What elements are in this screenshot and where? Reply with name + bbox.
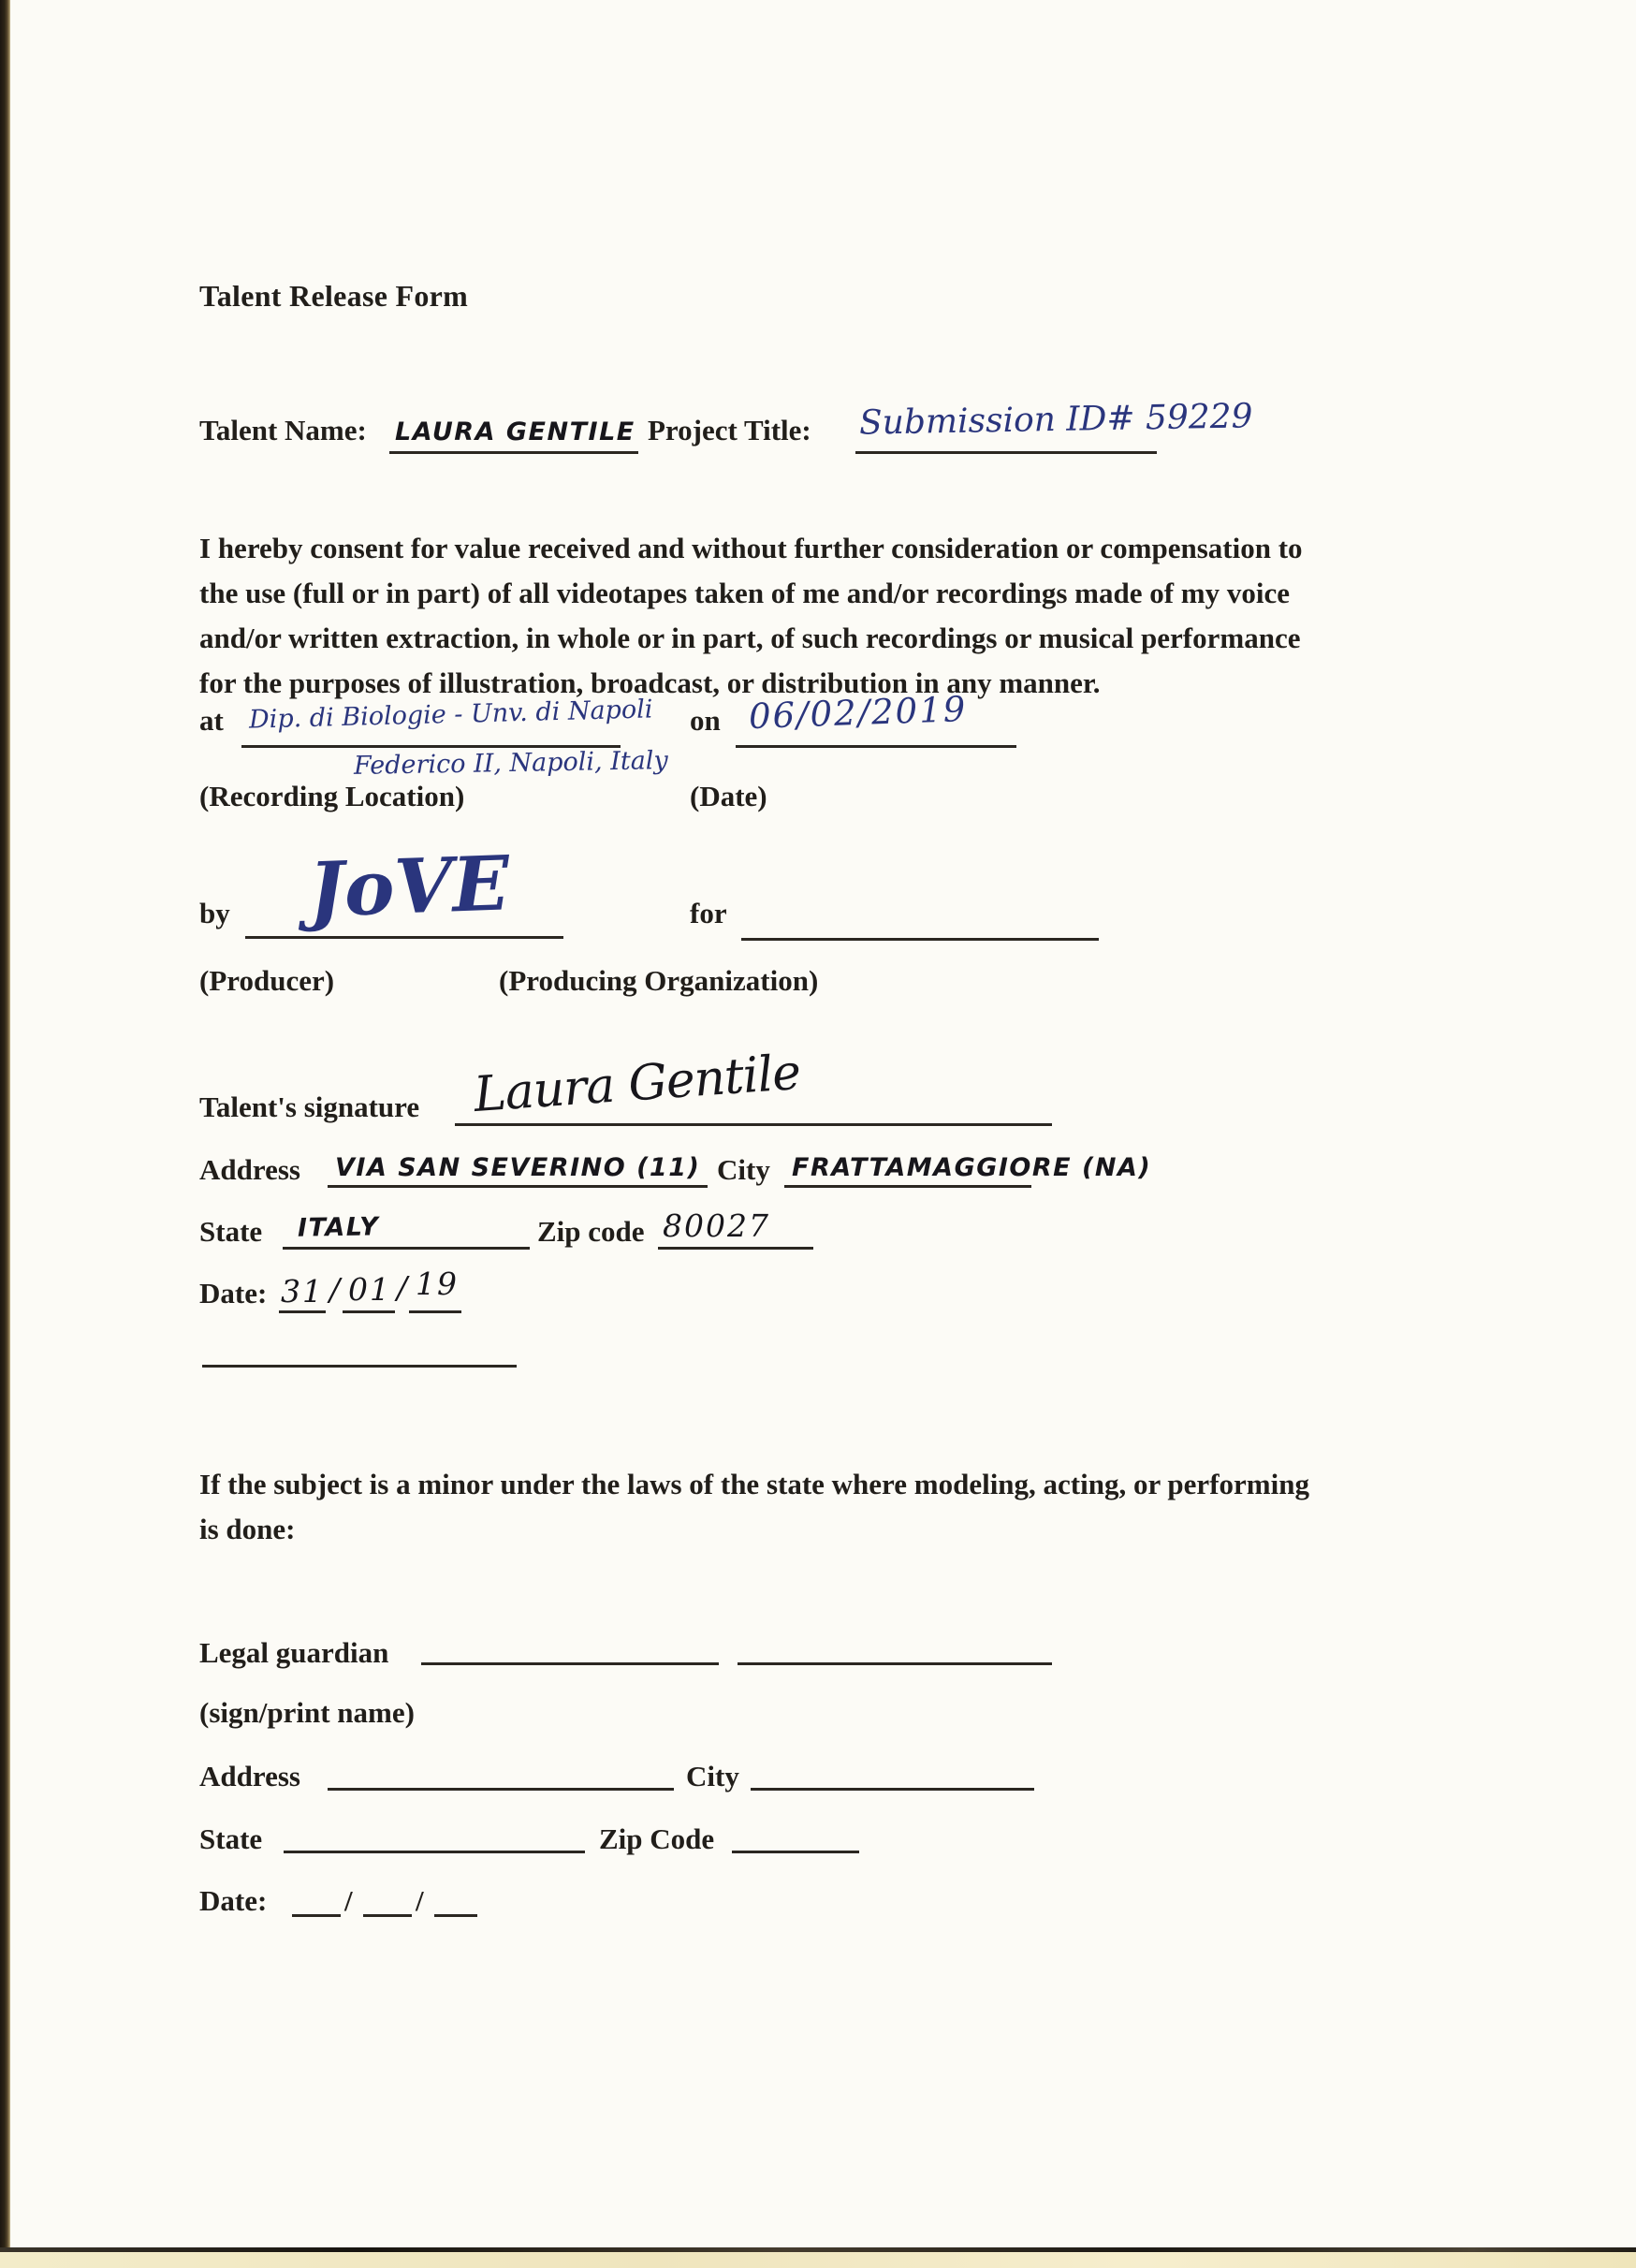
guardian-date-slash-2: / [416, 1884, 424, 1917]
producer-value: JoVE [307, 839, 511, 934]
signature-label: Talent's signature [199, 1090, 420, 1123]
guardian-date-year-line [434, 1880, 477, 1917]
zip-label: Zip code [537, 1215, 645, 1248]
blank-line [202, 1340, 517, 1368]
city-value: FRATTAMAGGIORE (NA) [792, 1153, 1152, 1182]
producing-org-caption: (Producing Organization) [499, 964, 819, 997]
guardian-zip-line [732, 1817, 859, 1853]
guardian-address-label: Address [199, 1760, 300, 1792]
guardian-city-line [751, 1754, 1034, 1791]
at-label: at [199, 704, 224, 737]
project-title-value: Submission ID# 59229 [858, 397, 1253, 443]
for-label: for [690, 897, 727, 929]
consent-line-4: for the purposes of illustration, broadcast, or distribution in any manner. [199, 666, 1101, 699]
legal-guardian-line-2 [738, 1632, 1052, 1665]
consent-line-1: I hereby consent for value received and without further consideration or compensation to [199, 532, 1303, 564]
recording-location-value-line1: Dip. di Biologie - Unv. di Napoli [248, 695, 653, 735]
talent-date-year: 19 [416, 1266, 459, 1302]
address-label: Address [199, 1153, 300, 1186]
recording-location-caption: (Recording Location) [199, 780, 465, 812]
recording-location-value-line2: Federico II, Napoli, Italy [353, 746, 668, 781]
guardian-date-day-line [292, 1880, 341, 1917]
by-label: by [199, 897, 230, 929]
talent-name-value: LAURA GENTILE [395, 417, 635, 446]
guardian-state-label: State [199, 1822, 263, 1855]
scan-edge-left [0, 0, 10, 2268]
talent-date-month: 01 [348, 1271, 391, 1308]
consent-line-3: and/or written extraction, in whole or in part, of such recordings or musical performance [199, 622, 1301, 654]
signature-value: Laura Gentile [472, 1044, 802, 1124]
scan-edge-bottom-band [0, 2252, 1636, 2268]
legal-guardian-line-1 [421, 1632, 719, 1665]
date-value: 06/02/2019 [748, 688, 968, 738]
talent-date-slash-1: / [329, 1271, 343, 1308]
producing-org-line [741, 900, 1099, 941]
producer-caption: (Producer) [199, 964, 335, 997]
talent-date-slash-2: / [397, 1269, 410, 1306]
project-title-label: Project Title: [648, 414, 811, 446]
guardian-date-slash-1: / [344, 1884, 353, 1917]
consent-line-2: the use (full or in part) of all videotapes taken of me and/or recordings made of my voice [199, 577, 1290, 609]
talent-name-label: Talent Name: [199, 414, 367, 446]
guardian-date-label: Date: [199, 1884, 268, 1917]
talent-date-day: 31 [281, 1273, 324, 1310]
legal-guardian-label: Legal guardian [199, 1636, 389, 1669]
guardian-zip-label: Zip Code [599, 1822, 715, 1855]
consent-paragraph [199, 526, 1303, 706]
address-value: VIA SAN SEVERINO (11) [335, 1153, 701, 1182]
guardian-address-line [328, 1754, 674, 1791]
state-value: ITALY [297, 1212, 380, 1243]
minor-clause-line-1: If the subject is a minor under the laws of the state where modeling, acting, or performing [199, 1468, 1309, 1500]
minor-clause-line-2: is done: [199, 1513, 296, 1545]
state-label: State [199, 1215, 263, 1248]
zip-value: 80027 [663, 1207, 770, 1244]
talent-date-label: Date: [199, 1277, 268, 1310]
date-caption: (Date) [690, 780, 767, 812]
city-label: City [717, 1153, 770, 1186]
form-title: Talent Release Form [199, 279, 469, 313]
sign-print-name-caption: (sign/print name) [199, 1696, 415, 1729]
guardian-city-label: City [686, 1760, 739, 1792]
on-label: on [690, 704, 721, 737]
guardian-state-line [284, 1817, 585, 1853]
minor-clause [199, 1462, 1309, 1552]
guardian-date-month-line [363, 1880, 412, 1917]
